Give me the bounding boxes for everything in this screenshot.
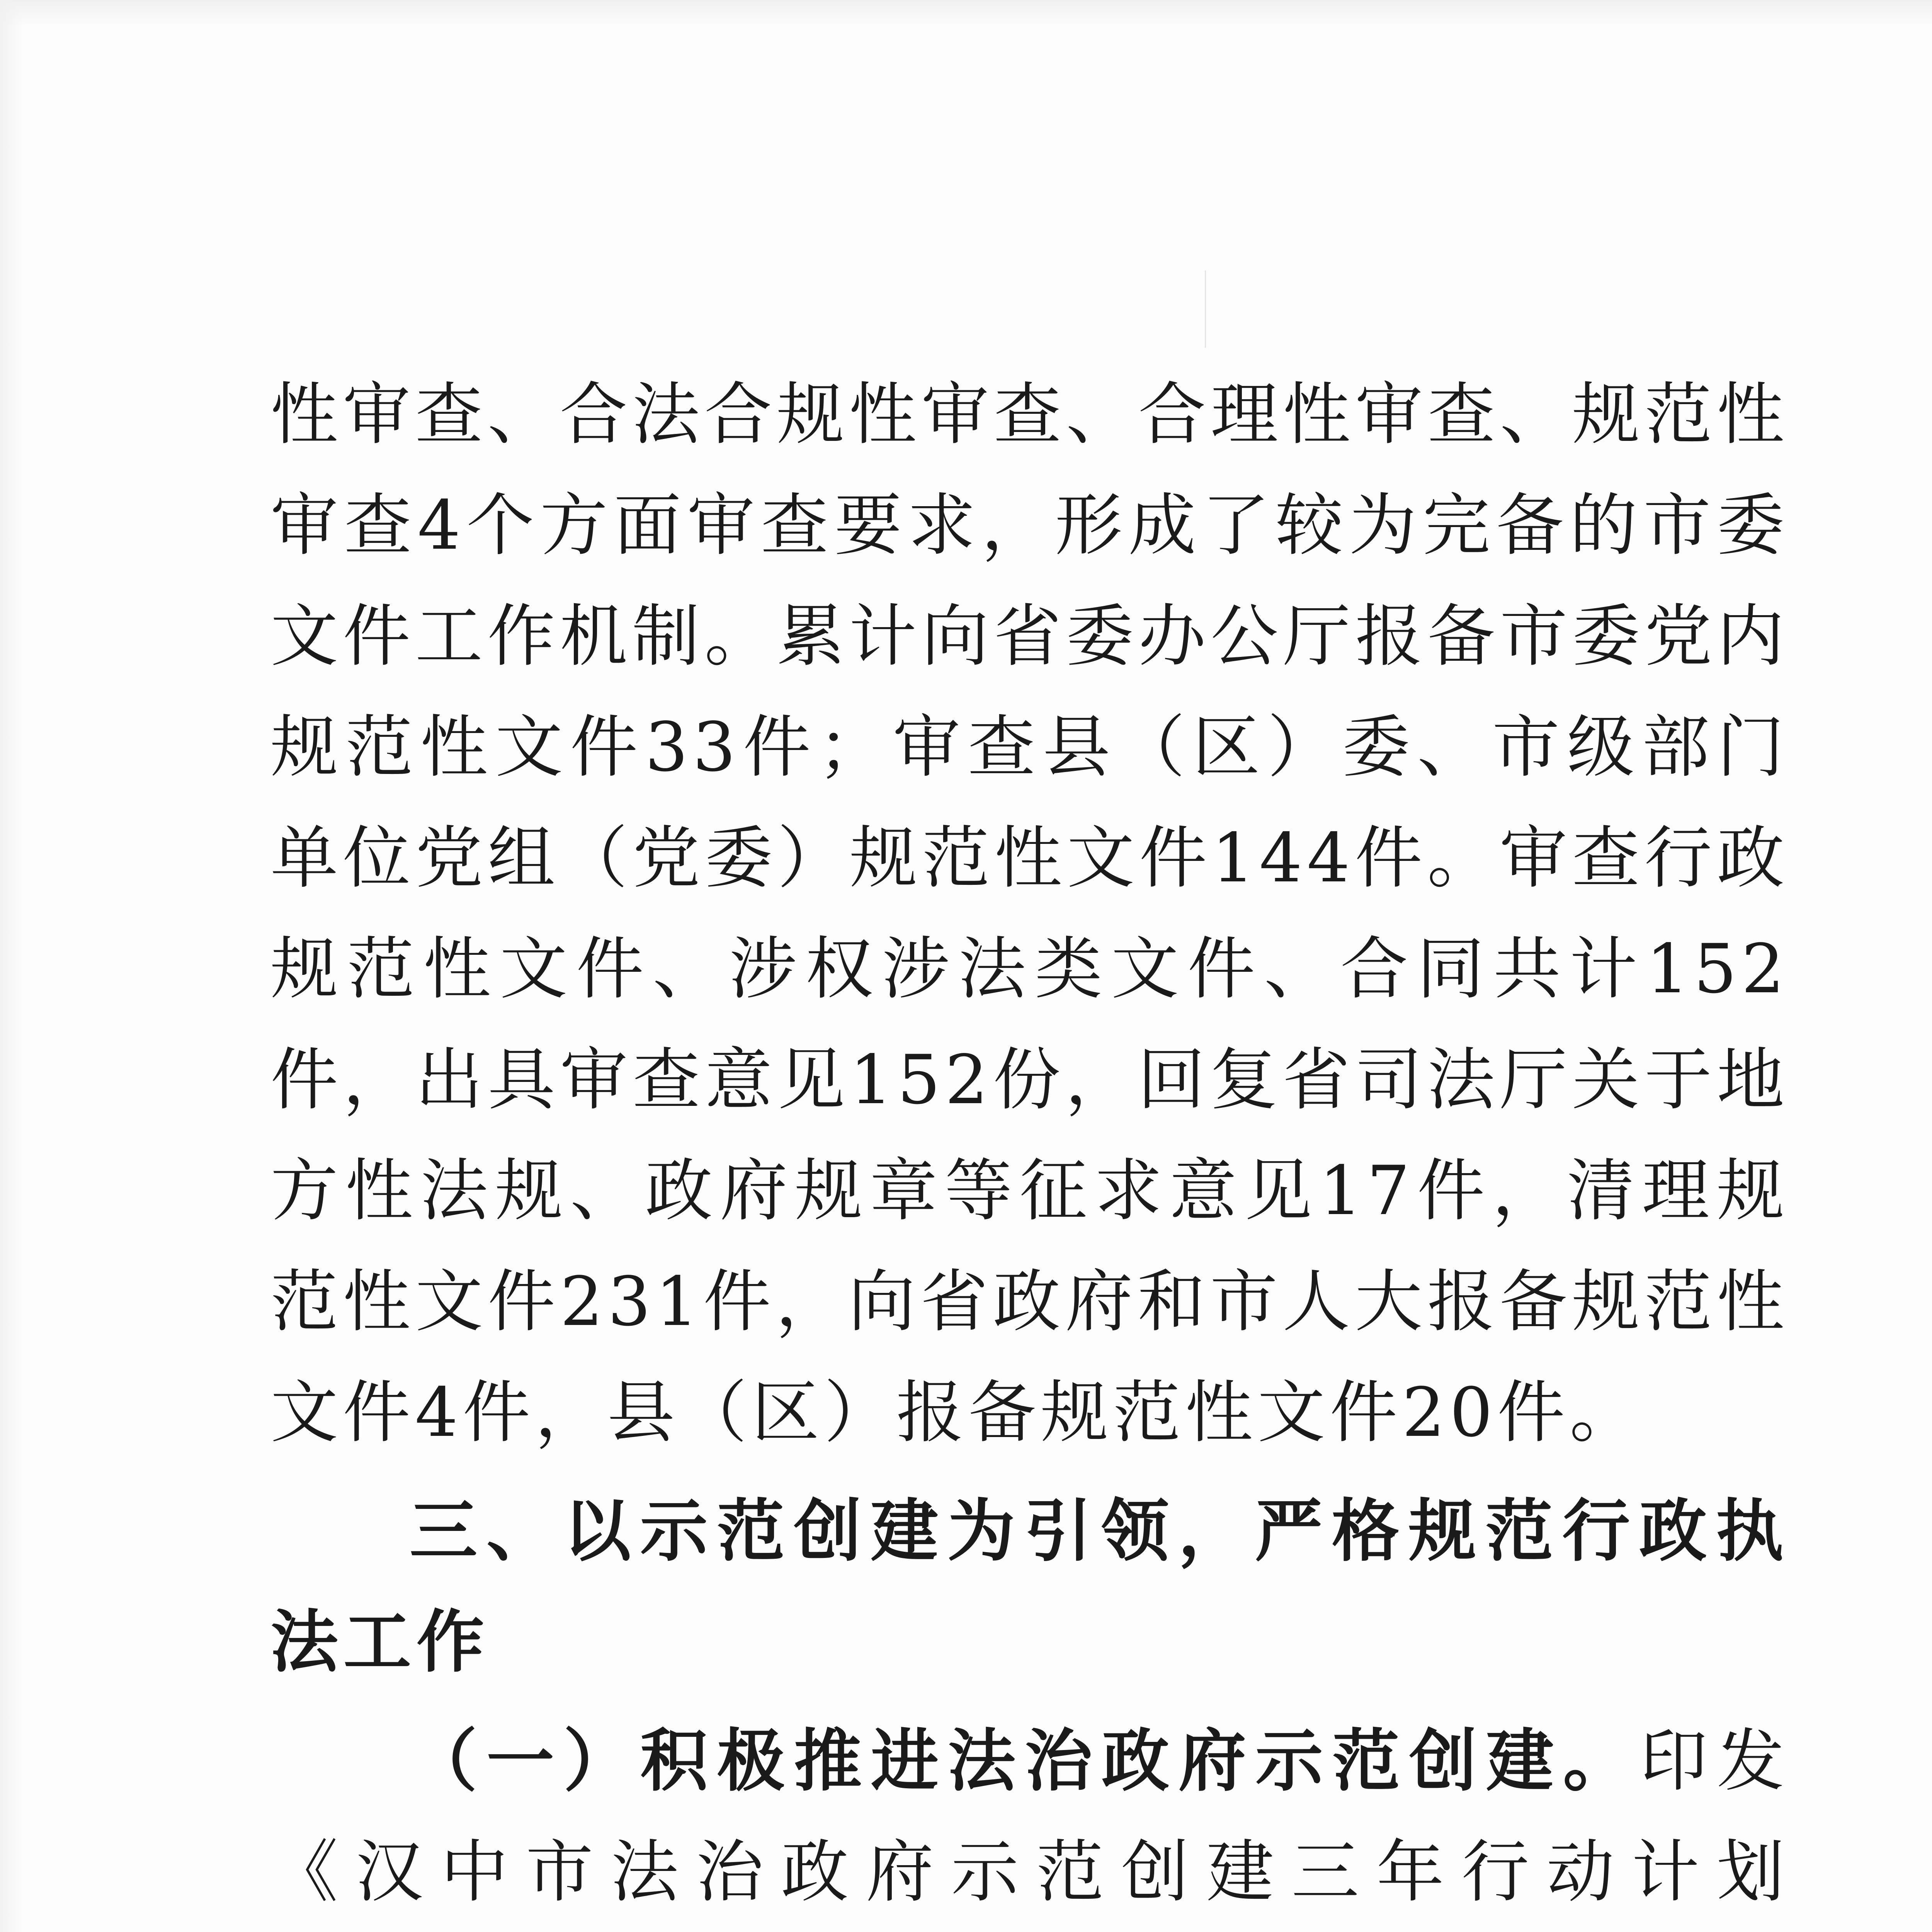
item-text: 印发《汉中市法治政府示范创建三年行动计划: [270, 1722, 1789, 1912]
scan-edge: [0, 0, 1932, 27]
paragraph-continued: 性审查、合法合规性审查、合理性审查、规范性审查4个方面审查要求，形成了较为完备的市委文件工作机制。累计向省委办公厅报备市委党内规范性文件33件；审查县（区）委、市级部门单位党组（党委）规范性文件144件。审查行政规范性文件、涉权涉法类文件、合同共计152件，出具审查意见152份，回复省司法厅关于地方性法规、政府规章等征求意见17件，清理规范性文件231件，向省政府和市人大报备规范性文件4件，县（区）报备规范性文件20件。: [270, 376, 1789, 1452]
scan-edge: [0, 0, 23, 1932]
document-body: [270, 359, 1789, 1932]
section-heading: 三、以示范创建为引领，严格规范行政执法工作: [270, 1492, 1789, 1682]
scan-fold-mark: [1205, 270, 1206, 348]
item-title: （一）积极推进法治政府示范创建。: [410, 1721, 1640, 1801]
item-paragraph-1: [270, 1706, 1789, 1932]
